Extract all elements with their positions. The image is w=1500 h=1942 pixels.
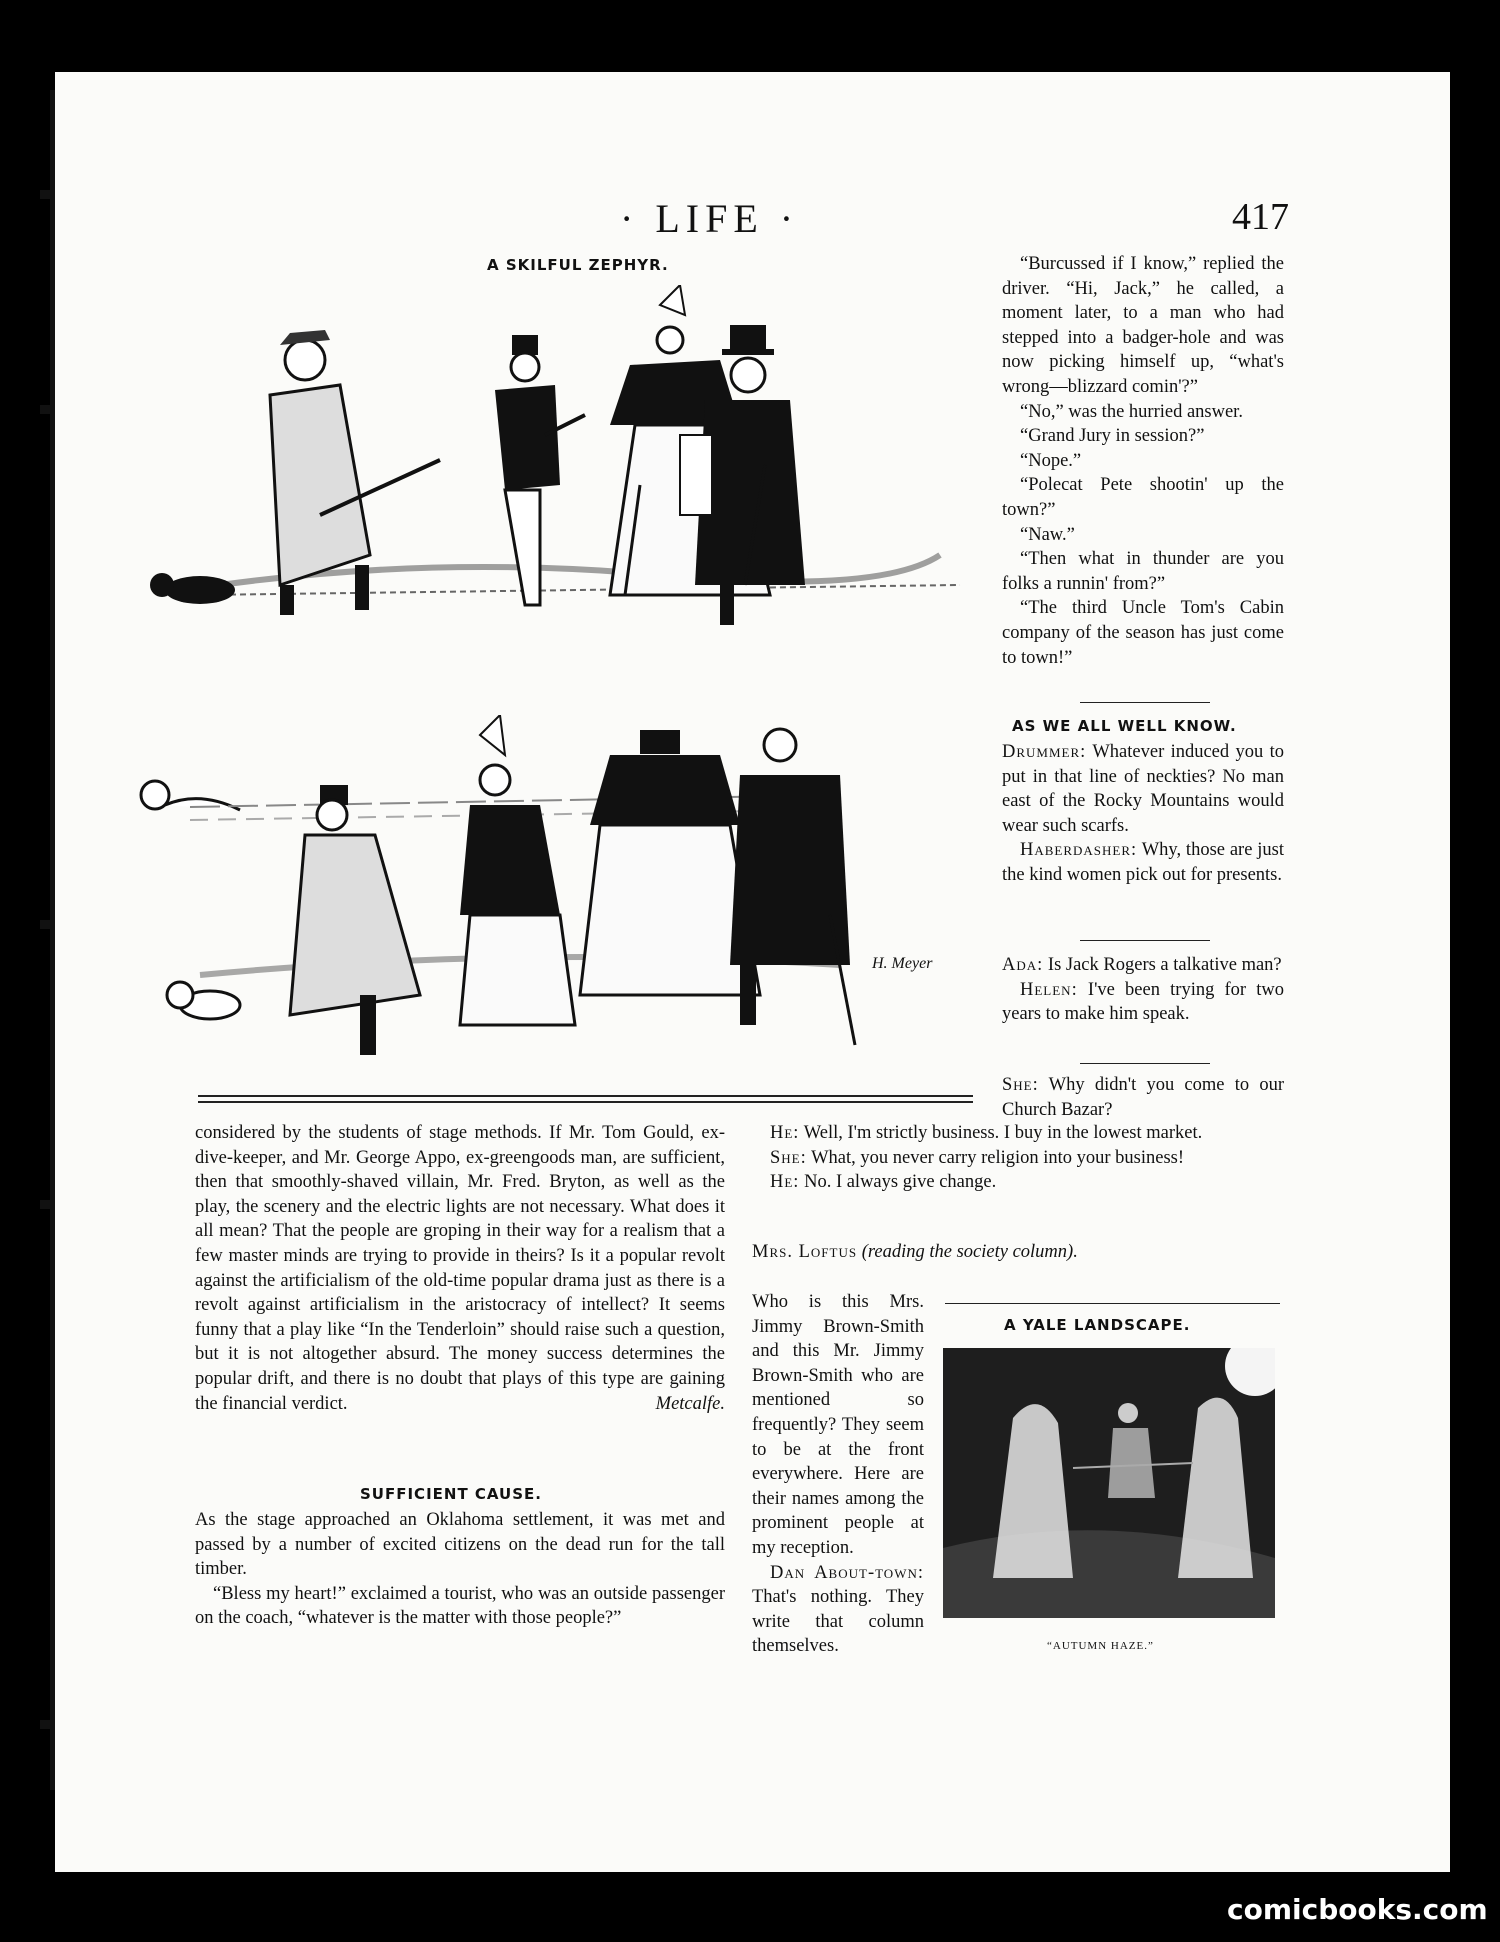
dan-line: That's nothing. They write that column themselves.	[752, 1587, 924, 1657]
section-divider	[945, 1303, 1280, 1304]
story-paragraph: “Nope.”	[1020, 450, 1082, 471]
speaker-he: He:	[770, 1123, 800, 1143]
story-paragraph: “Burcussed if I know,” replied the driver. “Hi, Jack,” he called, a moment later, to a man who had stepped into a badger-hole and was now picking himself up, “what's wrong—blizzard comin'?”	[1002, 254, 1284, 397]
she-line: Why didn't you come to our Church Bazar?	[1002, 1075, 1285, 1120]
cartoon-panel-windblown	[120, 715, 980, 1070]
speaker-dan: Dan About-town:	[770, 1562, 924, 1583]
page-number: 417	[1232, 196, 1289, 238]
as-we-all-well-know-title: AS WE ALL WELL KNOW.	[1012, 717, 1237, 735]
as-we-all-well-know-text	[1002, 740, 1284, 888]
stage-article-end	[195, 1121, 725, 1416]
speaker-helen: Helen:	[1020, 979, 1078, 1000]
section-divider	[1080, 940, 1210, 941]
watermark: comicbooks.com	[1227, 1893, 1488, 1926]
ada-helen-dialogue	[1002, 953, 1284, 1027]
mrs-loftus-intro	[752, 1240, 1282, 1265]
story-paragraph: “Then what in thunder are you folks a runnin' from?”	[1002, 549, 1284, 594]
ada-line: Is Jack Rogers a talkative man?	[1047, 955, 1282, 975]
cartoon-artist-signature: H. Meyer	[872, 955, 933, 972]
mrs-loftus-text	[752, 1290, 924, 1659]
speaker-drummer: Drummer:	[1002, 742, 1087, 762]
speaker-he: He:	[770, 1172, 800, 1193]
story-paragraph: “Naw.”	[1020, 524, 1075, 545]
speaker-she: She:	[770, 1147, 807, 1168]
author-signature: Metcalfe.	[655, 1393, 725, 1414]
article-text: considered by the students of stage methods. If Mr. Tom Gould, ex-dive-keeper, and Mr. George Appo, ex-greengoods man, are sufficient, then that smoothly-shaved villain, Mr. Fred. Bryton, as well as the play, the scenery and the electric lights are not necessary. What does it all mean? That the people are groping in their way for a realism that a few master minds are trying to provide in theirs? Is it a popular revolt against the artificialism of the old-time popular drama just as there is a revolt against artificialism in the aristocracy of intellect? It seems funny that a play like “In the Tenderloin” should raise such a question, but it is not altogether absurd. The money success determines the popular drift, and there is no doubt that plays of this type are gaining the financial verdict.	[195, 1123, 725, 1414]
yale-landscape-caption: “AUTUMN HAZE.”	[1047, 1640, 1154, 1652]
he-she-dialogue	[752, 1121, 1282, 1195]
double-rule-top	[198, 1095, 973, 1097]
he-line: No. I always give change.	[804, 1172, 997, 1193]
cartoon-panel-walking	[140, 285, 970, 645]
stage-direction: (reading the society column).	[861, 1242, 1078, 1262]
sufficient-cause-text	[195, 1508, 725, 1631]
speaker-ada: Ada:	[1002, 955, 1044, 975]
she-line: What, you never carry religion into your business!	[811, 1147, 1185, 1168]
cartoon-title: A SKILFUL ZEPHYR.	[487, 256, 669, 274]
story-paragraph: “The third Uncle Tom's Cabin company of the season has just come to town!”	[1002, 598, 1284, 668]
story-paragraph: “Grand Jury in session?”	[1020, 426, 1205, 447]
driver-story-continued	[1002, 252, 1284, 670]
helen-line: I've been trying for two years to make him speak.	[1002, 979, 1285, 1025]
story-paragraph: As the stage approached an Oklahoma settlement, it was met and passed by a number of excited citizens on the dead run for the tall timber.	[195, 1510, 725, 1580]
mrs-loftus-line: Who is this Mrs. Jimmy Brown-Smith and this Mr. Jimmy Brown-Smith who are mentioned so frequently? They seem to be at the front everywhere. Here are their names among the prominent people at my reception.	[752, 1292, 924, 1558]
story-paragraph: “Polecat Pete shootin' up the town?”	[1002, 475, 1284, 520]
he-line: Well, I'm strictly business. I buy in the lowest market.	[803, 1123, 1203, 1143]
section-divider	[1080, 702, 1210, 703]
drummer-line: Whatever induced you to put in that line of neckties? No man east of the Rocky Mountains would wear such scarfs.	[1002, 742, 1284, 836]
haberdasher-line: Why, those are just the kind women pick out for presents.	[1002, 840, 1284, 885]
story-paragraph: “No,” was the hurried answer.	[1020, 401, 1243, 422]
yale-landscape-title: A YALE LANDSCAPE.	[1004, 1316, 1191, 1334]
she-question	[1002, 1073, 1284, 1122]
sufficient-cause-title: SUFFICIENT CAUSE.	[360, 1485, 542, 1503]
speaker-haberdasher: Haberdasher:	[1020, 840, 1138, 861]
yale-landscape-illustration	[943, 1348, 1275, 1618]
speaker-mrs-loftus: Mrs. Loftus	[752, 1242, 858, 1262]
speaker-she: She:	[1002, 1075, 1039, 1095]
double-rule-bottom	[198, 1101, 973, 1103]
section-divider	[1080, 1063, 1210, 1064]
story-paragraph: “Bless my heart!” exclaimed a tourist, who was an outside passenger on the coach, “whatever is the matter with those people?”	[195, 1583, 725, 1629]
masthead-title: · LIFE ·	[620, 196, 800, 241]
